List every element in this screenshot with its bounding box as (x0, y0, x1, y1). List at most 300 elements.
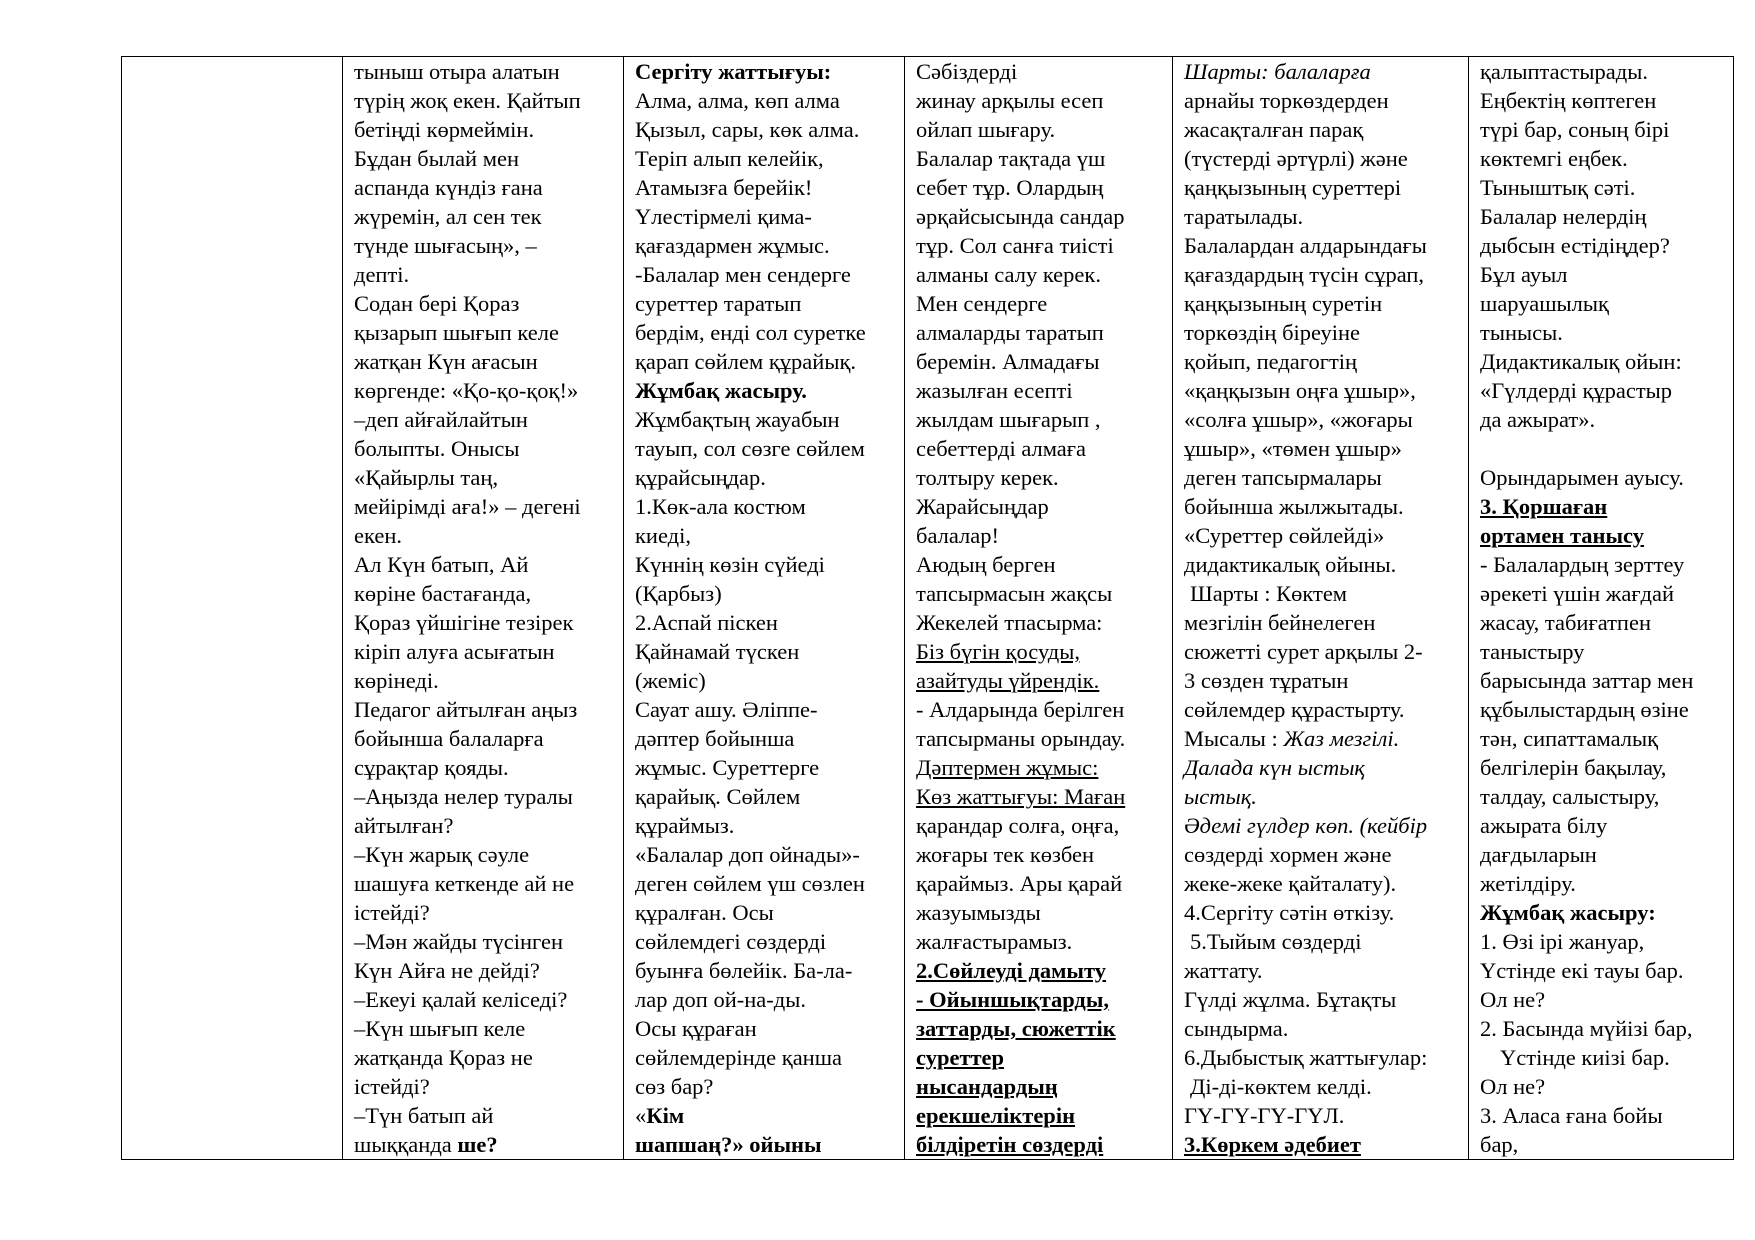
text-run: - Балалардың зерттеу (1480, 552, 1685, 577)
text-run: тыныш отыра алатын (354, 59, 560, 84)
text-line (1480, 202, 1733, 231)
text-run: торкөздің біреуіне (1184, 320, 1360, 345)
table-cell-6 (1469, 57, 1734, 1160)
text-run: киеді, (635, 523, 691, 548)
text-line (354, 753, 623, 782)
text-run: жазуымызды (916, 900, 1041, 925)
text-run: қарандар солға, оңға, (916, 813, 1120, 838)
text-line (1184, 695, 1468, 724)
text-line (354, 985, 623, 1014)
text-run: 2.Сөйлеуді дамыту (916, 958, 1107, 983)
text-line (635, 550, 904, 579)
text-line (635, 289, 904, 318)
text-run: Күн Айға не дейді? (354, 958, 540, 983)
text-line (1184, 260, 1468, 289)
text-line (1184, 550, 1468, 579)
text-run: алмаларды таратып (916, 320, 1104, 345)
text-line (635, 173, 904, 202)
text-run: Көз жаттығуы: (916, 784, 1059, 809)
text-run: сөз бар? (635, 1074, 714, 1099)
text-run: ГҮ-ГҮ-ГҮ-ГҮЛ. (1184, 1103, 1345, 1128)
text-line (635, 840, 904, 869)
text-line (354, 405, 623, 434)
text-run: (түстерді әртүрлі) және (1184, 146, 1408, 171)
text-run: балаларға (1268, 59, 1371, 84)
text-run: тән, сипаттамалық (1480, 726, 1659, 751)
text-line (1184, 376, 1468, 405)
text-line (1184, 782, 1468, 811)
text-line (354, 57, 623, 86)
text-run: сөздерді хормен және (1184, 842, 1392, 867)
text-line (635, 724, 904, 753)
text-run: деген сөйлем үш сөзлен (635, 871, 865, 896)
text-line (1480, 637, 1733, 666)
text-run: жалғастырамыз. (916, 929, 1073, 954)
text-line (354, 550, 623, 579)
text-line (1184, 86, 1468, 115)
text-run: бойынша балаларға (354, 726, 544, 751)
text-line (916, 695, 1172, 724)
text-run: құрайсыңдар. (635, 465, 766, 490)
text-run: толтыру керек. (916, 465, 1059, 490)
text-run: қараймыз. Ары қарай (916, 871, 1123, 896)
text-line (354, 898, 623, 927)
text-run: дағдыларын (1480, 842, 1597, 867)
text-line (635, 782, 904, 811)
text-run: түрі бар, соның бірі (1480, 117, 1670, 142)
text-line (1480, 144, 1733, 173)
text-line (1480, 347, 1733, 376)
text-run: –Күн жарық сәуле (354, 842, 530, 867)
text-run: 3.Көркем әдебиет (1184, 1132, 1361, 1157)
text-line (354, 115, 623, 144)
text-line (354, 869, 623, 898)
text-line (1184, 144, 1468, 173)
text-run: жеке-жеке қайталату). (1184, 871, 1397, 896)
text-line (1184, 115, 1468, 144)
text-run: Маған (1058, 784, 1126, 809)
text-line (1480, 1043, 1733, 1072)
text-run: сөйлемдерінде қанша (635, 1045, 843, 1070)
text-run: Жұмбақ жасыру (1480, 900, 1649, 925)
text-line (635, 985, 904, 1014)
text-line (1184, 1043, 1468, 1072)
text-line (1184, 347, 1468, 376)
text-line (916, 782, 1172, 811)
text-line (354, 492, 623, 521)
text-run: сындырма. (1184, 1016, 1289, 1041)
text-run: –Мән жайды түсінген (354, 929, 563, 954)
text-run: көрінеді. (354, 668, 439, 693)
text-run: ойлап шығару. (916, 117, 1056, 142)
text-line (916, 463, 1172, 492)
text-line (916, 347, 1172, 376)
text-line (1184, 666, 1468, 695)
text-run: құбылыстардың өзіне (1480, 697, 1689, 722)
text-run: тапсырмасын жақсы (916, 581, 1113, 606)
text-line (1480, 956, 1733, 985)
text-line (916, 608, 1172, 637)
text-line (916, 550, 1172, 579)
text-line (1480, 695, 1733, 724)
text-line (354, 840, 623, 869)
text-run: –Күн шығып келе (354, 1016, 526, 1041)
text-run: көріне бастағанда, (354, 581, 532, 606)
text-run: сұрақтар қояды. (354, 755, 509, 780)
text-run: қызарып шығып келе (354, 320, 559, 345)
text-run: бар, (1480, 1132, 1519, 1157)
text-line (635, 1014, 904, 1043)
text-run: тапсырманы орындау. (916, 726, 1126, 751)
text-line (354, 1072, 623, 1101)
text-line (1480, 869, 1733, 898)
text-line (1184, 1130, 1468, 1159)
text-run: 3 сөзден тұратын (1184, 668, 1349, 693)
text-line (916, 144, 1172, 173)
text-run: сөйлемдегі сөздерді (635, 929, 827, 954)
text-line (1480, 492, 1733, 521)
text-run: Дәптермен жұмыс: (916, 755, 1099, 780)
text-run: «Балалар доп ойнады»- (635, 842, 860, 867)
text-run: білдіретін сөздерді (916, 1132, 1104, 1157)
text-run: себеттерді алмаға (916, 436, 1087, 461)
text-line (635, 753, 904, 782)
text-line (916, 202, 1172, 231)
text-line (1480, 753, 1733, 782)
text-line (1480, 173, 1733, 202)
text-line (1480, 840, 1733, 869)
text-line (1184, 434, 1468, 463)
text-line (354, 637, 623, 666)
text-line (635, 956, 904, 985)
text-run: Мысалы : (1184, 726, 1284, 751)
text-line (916, 985, 1172, 1014)
text-run: Қораз үйшігіне тезірек (354, 610, 574, 635)
text-line (635, 115, 904, 144)
text-run: 3. Аласа ғана бойы (1480, 1103, 1663, 1128)
text-line (1480, 782, 1733, 811)
text-line (1480, 1130, 1733, 1159)
text-line (916, 1072, 1172, 1101)
text-run: дыбсын естідіңдер? (1480, 233, 1670, 258)
text-line (635, 318, 904, 347)
text-line (1480, 115, 1733, 144)
text-line (354, 695, 623, 724)
text-run: –Аңызда нелер туралы (354, 784, 573, 809)
text-line (354, 927, 623, 956)
text-line (1184, 579, 1468, 608)
text-line (916, 318, 1172, 347)
text-line (916, 1014, 1172, 1043)
text-line (1480, 463, 1733, 492)
text-line (1480, 898, 1733, 927)
text-line (1480, 608, 1733, 637)
text-line (1184, 753, 1468, 782)
text-run: деген тапсырмалары (1184, 465, 1382, 490)
text-run: сюжетті сурет арқылы 2- (1184, 639, 1423, 664)
text-run: Балалар тақтада үш (916, 146, 1106, 171)
text-line (1480, 434, 1733, 463)
text-run: Ал Күн батып, Ай (354, 552, 529, 577)
text-line (635, 521, 904, 550)
text-line (916, 811, 1172, 840)
text-line (1184, 840, 1468, 869)
text-line (1184, 1101, 1468, 1130)
text-line (1184, 173, 1468, 202)
text-line (635, 405, 904, 434)
text-line (1184, 1072, 1468, 1101)
text-line (1184, 492, 1468, 521)
text-run: Сәбіздерді (916, 59, 1018, 84)
text-line (1184, 869, 1468, 898)
text-run: Үстінде киізі бар. (1500, 1045, 1670, 1070)
text-line (635, 231, 904, 260)
text-line (354, 608, 623, 637)
text-line (916, 637, 1172, 666)
text-line (1480, 985, 1733, 1014)
text-line (1184, 289, 1468, 318)
text-run: Осы құраған (635, 1016, 757, 1041)
text-run: шаруашылық (1480, 291, 1609, 316)
text-run: бетіңді көрмеймін. (354, 117, 535, 142)
text-run: қойып, педагогтің (1184, 349, 1358, 374)
text-run: жинау арқылы есеп (916, 88, 1104, 113)
text-line (1184, 1014, 1468, 1043)
text-line (916, 724, 1172, 753)
text-line (635, 463, 904, 492)
text-run: Балалардан алдарындағы (1184, 233, 1427, 258)
table-cell-3 (624, 57, 905, 1160)
text-line (916, 753, 1172, 782)
text-run: жылдам шығарып , (916, 407, 1101, 432)
text-run: қағаздармен жұмыс. (635, 233, 830, 258)
text-line (354, 724, 623, 753)
text-line (635, 898, 904, 927)
text-run: - Алдарында берілген (916, 697, 1125, 722)
text-line (1184, 57, 1468, 86)
text-line (1480, 550, 1733, 579)
text-line (354, 579, 623, 608)
text-run: 1. Өзі ірі жануар, (1480, 929, 1645, 954)
text-line (635, 811, 904, 840)
text-run: жасақталған парақ (1184, 117, 1364, 142)
text-line (354, 811, 623, 840)
text-line (1480, 927, 1733, 956)
text-line (1480, 811, 1733, 840)
text-line (635, 1072, 904, 1101)
text-run: аспанда күндіз ғана (354, 175, 543, 200)
text-run: суреттер (916, 1045, 1005, 1070)
text-run: Дидактикалық ойын: (1480, 349, 1682, 374)
text-line (354, 231, 623, 260)
text-run: сөйлемдер құрастырту. (1184, 697, 1405, 722)
text-line (1184, 521, 1468, 550)
text-line (916, 579, 1172, 608)
text-line (916, 376, 1172, 405)
text-run: ажырата білу (1480, 813, 1608, 838)
text-line (1184, 956, 1468, 985)
text-line (916, 115, 1172, 144)
text-run: жатқан Күн ағасын (354, 349, 538, 374)
text-run: 1.Көк-ала костюм (635, 494, 806, 519)
table-cell-2 (343, 57, 624, 1160)
text-run: (Қарбыз) (635, 581, 722, 606)
text-run: қарайық. Сөйлем (635, 784, 801, 809)
text-run: «Суреттер сөйлейді» (1184, 523, 1385, 548)
text-run: Бұл ауыл (1480, 262, 1568, 287)
text-line (1480, 1101, 1733, 1130)
text-line (916, 956, 1172, 985)
text-line (1184, 724, 1468, 753)
text-run: жұмыс. Суреттерге (635, 755, 820, 780)
text-run: ыстық. (1184, 784, 1257, 809)
text-run: «қаңқызын оңға ұшыр», (1184, 378, 1416, 403)
text-run: ерекшеліктерін (916, 1103, 1076, 1128)
text-run: қағаздардың түсін сұрап, (1184, 262, 1425, 287)
text-line (354, 1130, 623, 1159)
text-run: екен. (354, 523, 403, 548)
text-line (635, 608, 904, 637)
text-run: ше? (457, 1132, 498, 1157)
text-line (1184, 405, 1468, 434)
text-line (635, 347, 904, 376)
table-row (122, 57, 1734, 1160)
text-line (635, 202, 904, 231)
text-run: айтылған? (354, 813, 454, 838)
text-run: Әдемі гүлдер көп. (1184, 813, 1354, 838)
text-line (916, 869, 1172, 898)
text-line (1480, 289, 1733, 318)
text-run: тынысы. (1480, 320, 1563, 345)
text-run: болыпты. Онысы (354, 436, 520, 461)
text-line (635, 927, 904, 956)
text-run: белгілерін бақылау, (1480, 755, 1667, 780)
text-run: : (1648, 900, 1656, 925)
text-line (916, 405, 1172, 434)
text-line (354, 463, 623, 492)
text-run: таныстыру (1480, 639, 1585, 664)
text-line (1184, 463, 1468, 492)
text-run: Сергіту жаттығуы: (635, 59, 832, 84)
text-line (635, 1101, 904, 1130)
text-line (916, 1043, 1172, 1072)
text-run: істейді? (354, 900, 430, 925)
text-line (354, 956, 623, 985)
text-line (1480, 521, 1733, 550)
text-run: мезгілін бейнелеген (1184, 610, 1376, 635)
text-run: Шарты: (1184, 59, 1269, 84)
text-line (916, 86, 1172, 115)
text-line (635, 86, 904, 115)
text-run: –Екеуі қалай келіседі? (354, 987, 568, 1012)
text-run: азайтуды үйрендік. (916, 668, 1100, 693)
text-run: балалар! (916, 523, 1000, 548)
text-run: « (635, 1103, 647, 1128)
lesson-plan-table (121, 56, 1734, 1160)
table-cell-4 (905, 57, 1173, 1160)
text-run: 3. Қоршаған (1480, 494, 1608, 519)
text-run: жатқанда Қораз не (354, 1045, 533, 1070)
text-run: Жарайсыңдар (916, 494, 1049, 519)
text-line (916, 492, 1172, 521)
text-line (635, 57, 904, 86)
text-line (916, 666, 1172, 695)
text-run: жүремін, ал сен тек (354, 204, 542, 229)
text-line (354, 144, 623, 173)
text-run: арнайы торкөздерден (1184, 88, 1389, 113)
text-run: 2. Басында мүйізі бар, (1480, 1016, 1693, 1041)
text-line (635, 1130, 904, 1159)
text-run: нысандардың (916, 1074, 1058, 1099)
text-run: беремін. Алмадағы (916, 349, 1100, 374)
text-line (1480, 666, 1733, 695)
text-run: Еңбектің көптеген (1480, 88, 1657, 113)
text-run: Ді-ді-көктем келді. (1190, 1074, 1372, 1099)
text-line (916, 173, 1172, 202)
text-run: жаттату. (1184, 958, 1263, 983)
text-line (916, 434, 1172, 463)
text-run: кіріп алуға асығатын (354, 639, 555, 664)
text-run: Тыныштық сәті. (1480, 175, 1636, 200)
text-run: «Қайырлы таң, (354, 465, 499, 490)
text-run: Ол не? (1480, 987, 1546, 1012)
text-run: Педагог айтылған аңыз (354, 697, 578, 722)
text-line (1184, 811, 1468, 840)
text-line (1480, 86, 1733, 115)
text-line (354, 173, 623, 202)
table-cell-5 (1173, 57, 1469, 1160)
text-line (354, 347, 623, 376)
text-line (916, 521, 1172, 550)
text-line (354, 521, 623, 550)
text-run: Аюдың берген (916, 552, 1056, 577)
text-line (354, 318, 623, 347)
text-run: Далада күн ыстық (1184, 755, 1365, 780)
text-line (1184, 985, 1468, 1014)
text-line (916, 840, 1172, 869)
text-run: –деп айғайлайтын (354, 407, 528, 432)
text-line (1480, 57, 1733, 86)
text-line (916, 231, 1172, 260)
text-run: дәптер бойынша (635, 726, 795, 751)
text-run: түнде шығасың», – (354, 233, 537, 258)
text-run: Теріп алып келейік, (635, 146, 824, 171)
text-run: Гүлді жұлма. Бұтақты (1184, 987, 1397, 1012)
text-line (635, 376, 904, 405)
text-run: -Балалар мен сендерге (635, 262, 851, 287)
text-line (354, 434, 623, 463)
text-line (354, 202, 623, 231)
text-run: Күннің көзін сүйеді (635, 552, 825, 577)
text-line (635, 144, 904, 173)
text-run: шашуға кеткенде ай не (354, 871, 575, 896)
text-line (1480, 260, 1733, 289)
text-line (1480, 405, 1733, 434)
text-line (354, 1101, 623, 1130)
text-run: Бұдан былай мен (354, 146, 519, 171)
text-line (916, 57, 1172, 86)
text-run: жетілдіру. (1480, 871, 1576, 896)
text-line (1480, 318, 1733, 347)
text-run: істейді? (354, 1074, 430, 1099)
text-line (635, 695, 904, 724)
text-run: Біз бүгін қосуды, (916, 639, 1080, 664)
text-run: көктемгі еңбек. (1480, 146, 1628, 171)
text-line (354, 376, 623, 405)
text-run: мейірімді аға!» – дегені (354, 494, 581, 519)
text-run: Жұмбақтың жауабын (635, 407, 840, 432)
text-run: тұр. Сол санға тиісті (916, 233, 1114, 258)
